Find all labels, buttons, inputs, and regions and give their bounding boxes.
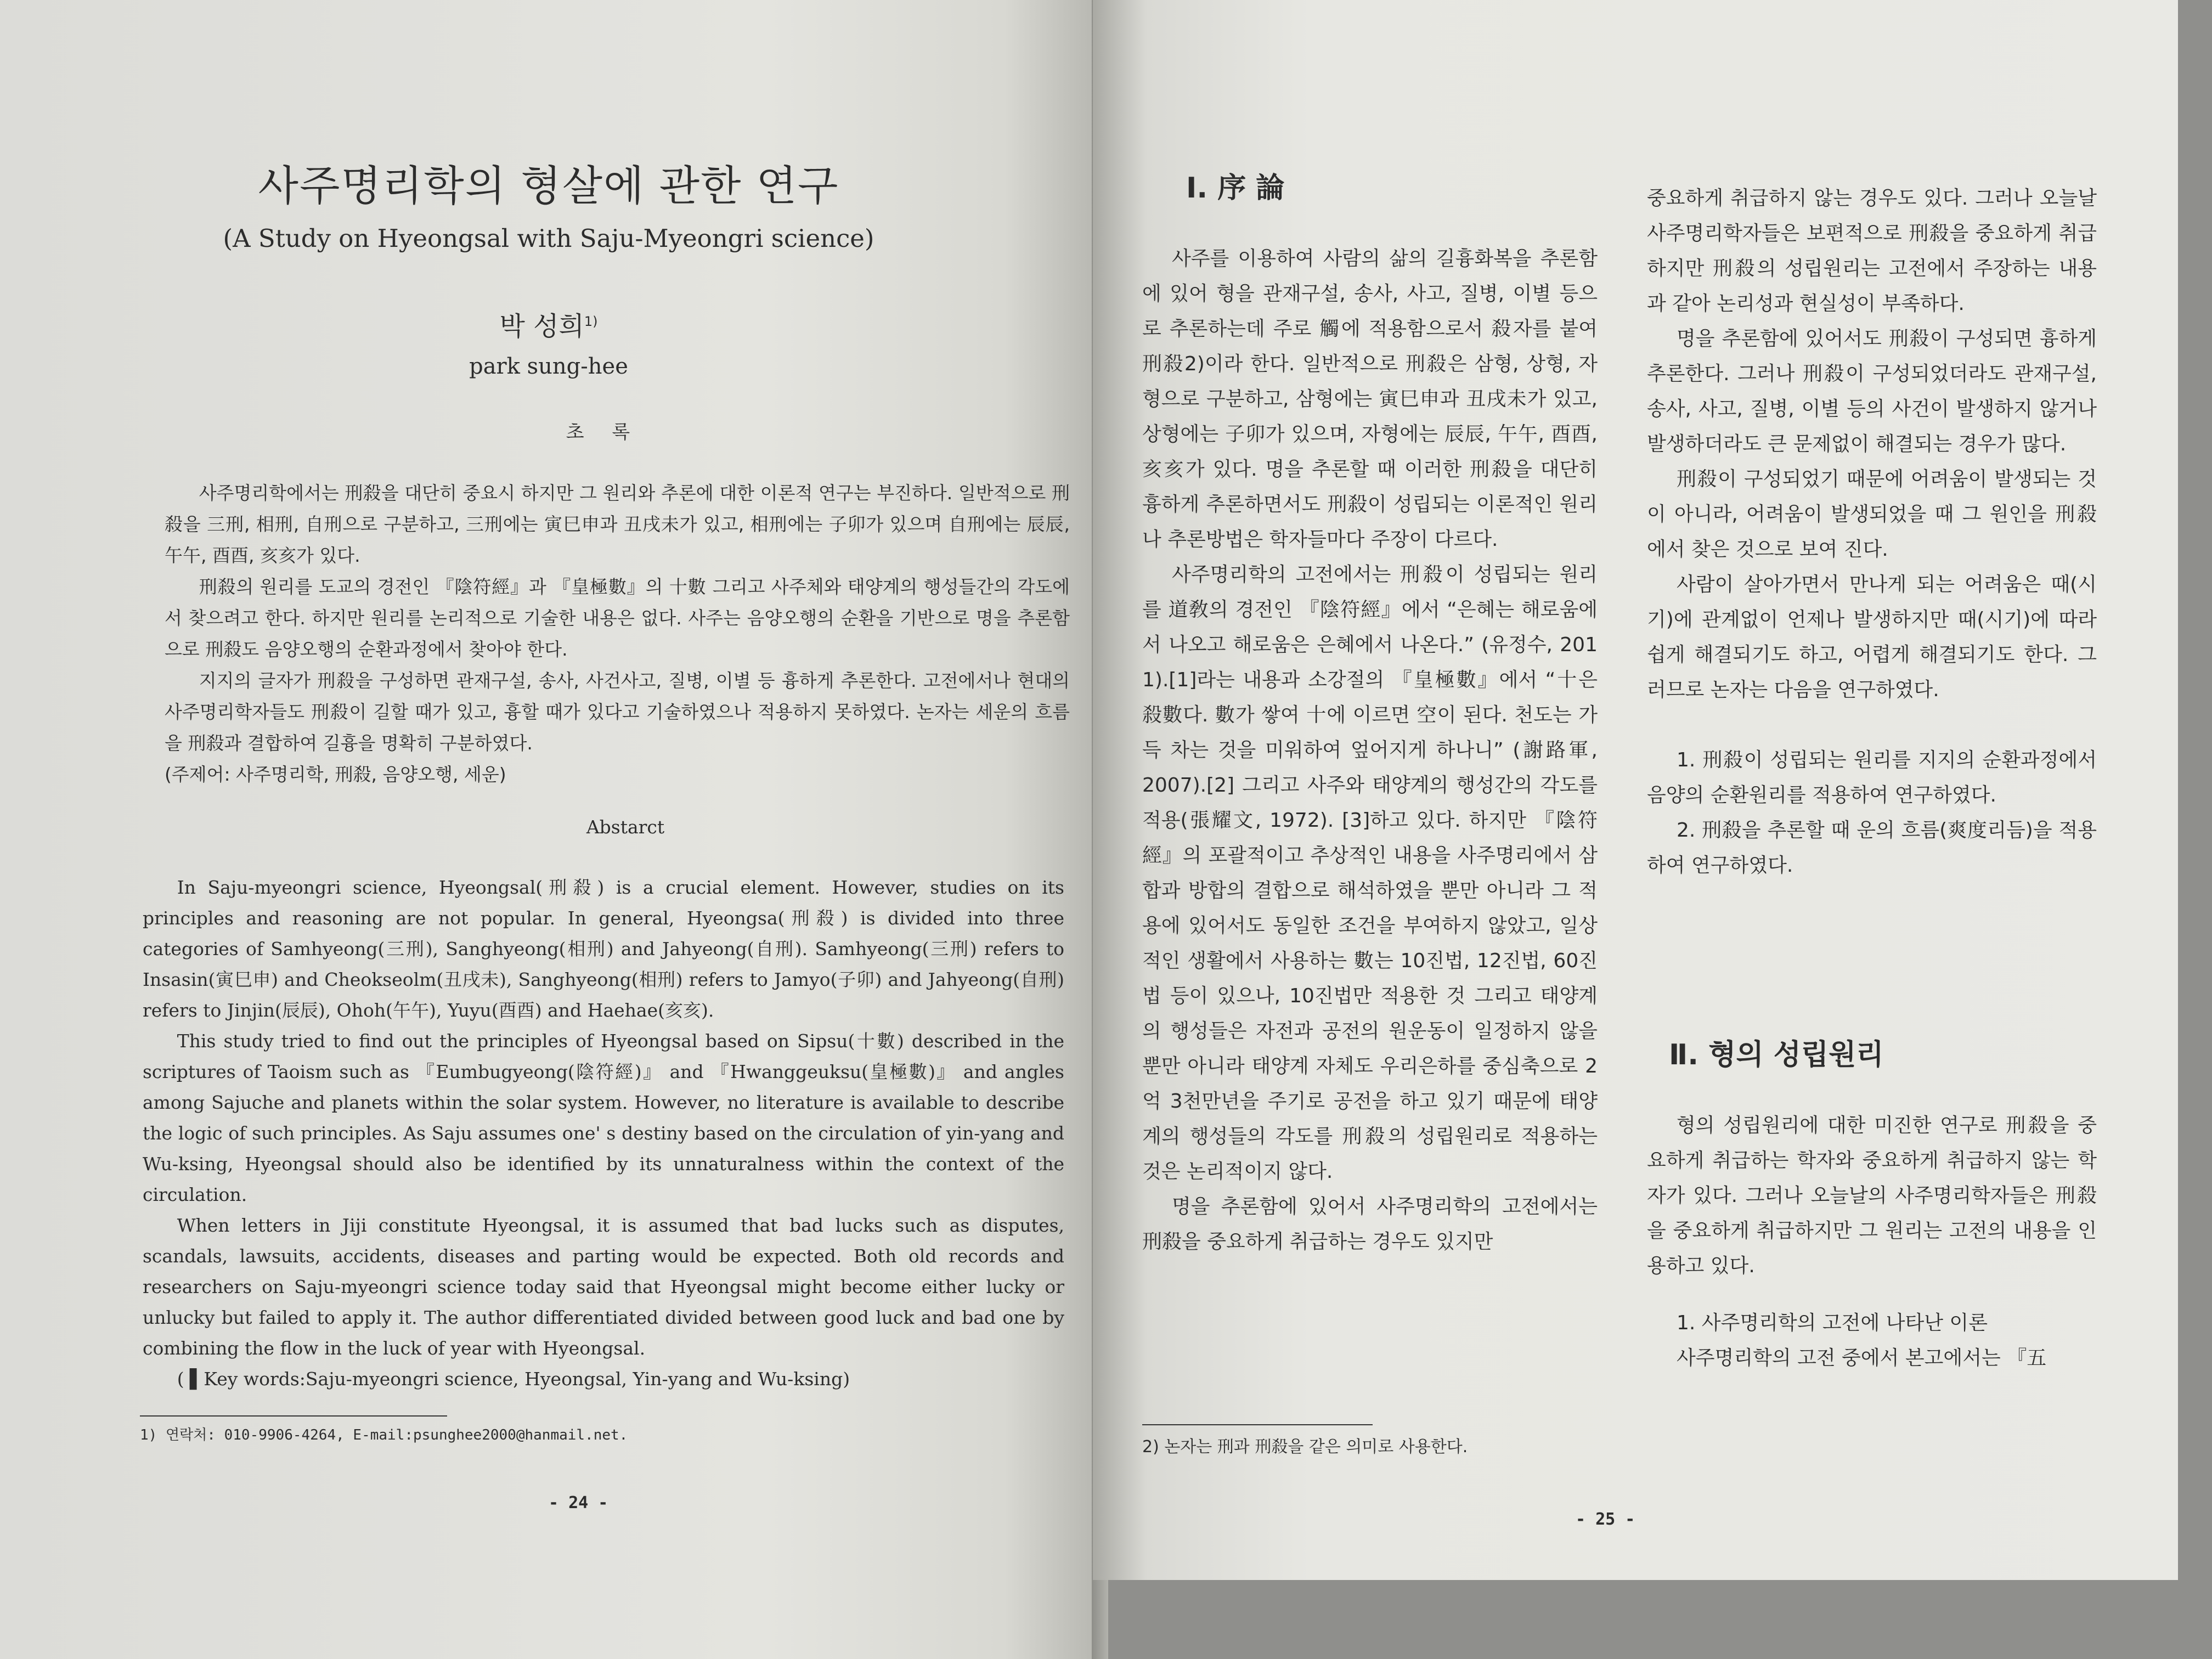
- footnote-contact: 1) 연락처: 010-9906-4264, E-mail:psunghee2000@hanmail.net.: [140, 1427, 628, 1443]
- body-paragraph: 명을 추론함에 있어서도 刑殺이 구성되면 흉하게 추론한다. 그러나 刑殺이 구성되었더라도 관재구설, 송사, 사고, 질병, 이별 등의 사건이 발생하지 않거나 발생하더라도 큰 문제없이 해결되는 경우가 많다.: [1647, 328, 2097, 455]
- body-paragraph: 사주를 이용하여 사람의 삶의 길흉화복을 추론함에 있어 형을 관재구설, 송사, 사고, 질병, 이별 등으로 추론하는데 주로 觸에 적용함으로서 殺자를 붙여 刑殺2)이라 한다. 일반적으로 刑殺은 삼형, 상형, 자형으로 구분하고, 삼형에는 寅巳申과 丑戌未가 있고, 상형에는 子卯가 있으며, 자형에는 辰辰, 午午, 酉酉, 亥亥가 있다. 명을 추론할 때 이러한 刑殺을 대단히 흉하게 추론하면서도 刑殺이 성립되는 이론적인 원리나 추론방법은 학자들마다 주장이 다르다.: [1142, 247, 1598, 551]
- list-item: 2. 刑殺을 추론할 때 운의 흐름(爽度리듬)을 적용하여 연구하였다.: [1647, 819, 2097, 877]
- author-name: [384, 305, 713, 343]
- body-paragraph: 刑殺이 구성되었기 때문에 어려움이 발생되는 것이 아니라, 어려움이 발생되었을 때 그 원인을 刑殺에서 찾은 것으로 보여 진다.: [1647, 468, 2097, 561]
- section-title-intro: Ⅰ. 序 論: [1186, 172, 1285, 205]
- column-left: [1142, 241, 1598, 1260]
- author-name-en: park sung-hee: [469, 354, 628, 379]
- section-title-principle: Ⅱ. 형의 성립원리: [1669, 1039, 1884, 1071]
- body-paragraph: 사주명리학의 고전 중에서 본고에서는 『五: [1677, 1347, 2047, 1369]
- keywords-ko: (주제어: 사주명리학, 刑殺, 음양오행, 세운): [165, 764, 506, 785]
- abstract-ko-heading: 초 록: [566, 421, 641, 443]
- right-page: [1093, 0, 2178, 1580]
- author-name-text: 박 성희: [499, 311, 584, 342]
- abstract-ko-paragraph: 刑殺의 원리를 도교의 경전인 『陰符經』과 『皇極數』의 十數 그리고 사주체와 태양계의 행성들간의 각도에서 찾으려고 한다. 하지만 원리를 논리적으로 기술한 내용은 없다. 사주는 음양오행의 순환을 기반으로 명을 추론함으로 刑殺도 음양오행의 순환과정에서 찾아야 한다.: [165, 576, 1070, 660]
- abstract-en-paragraph: When letters in Jiji constitute Hyeongsal, it is assumed that bad lucks such as disputes, scandals, lawsuits, accidents, diseases and parting would be expected. Both old records and researchers on Saju-myeongri science today said that Hyeongsal might become either lucky or unlucky but failed to apply it. The author differentiated divided between good luck and bad one by combining the flow in the luck of year with Hyeongsal.: [143, 1215, 1064, 1359]
- body-paragraph: 형의 성립원리에 대한 미진한 연구로 刑殺을 중요하게 취급하는 학자와 중요하게 취급하지 않는 학자가 있다. 그러나 오늘날의 사주명리학자들은 刑殺을 중요하게 취급하지만 그 원리는 고전의 내용을 인용하고 있다.: [1647, 1114, 2097, 1277]
- spacer: [1647, 1284, 2097, 1306]
- footnote-2: 2) 논자는 刑과 刑殺을 같은 의미로 사용한다.: [1142, 1437, 1468, 1457]
- body-paragraph: 사주명리학의 고전에서는 刑殺이 성립되는 원리를 道敎의 경전인 『陰符經』에서 “은혜는 해로움에서 나오고 해로움은 은혜에서 나온다.” (유정수, 201 1).[1]라는 내용과 소강절의 『皇極數』에서 “十은 殺數다. 數가 쌓여 十에 이르면 空이 된다. 천도는 가득 차는 것을 미워하여 엎어지게 하나니” (謝路軍, 2007).[2] 그리고 사주와 태양계의 행성간의 각도를 적용(張耀文, 1972). [3]하고 있다. 하지만 『陰符經』의 포괄적이고 추상적인 내용을 사주명리에서 삼합과 방합의 결합으로 해석하였을 뿐만 아니라 그 적용에 있어서도 동일한 조건을 부여하지 않았고, 일상적인 생활에서 사용하는 數는 10진법, 12진법, 60진법 등이 있으나, 10진법만 적용한 것 그리고 태양계의 행성들은 자전과 공전의 원운동이 일정하지 않을 뿐만 아니라 태양계 자체도 우리은하를 중심축으로 2억 3천만년을 주기로 공전을 하고 있기 때문에 태양계의 행성들의 각도를 刑殺의 성립원리로 적용하는 것은 논리적이지 않다.: [1142, 563, 1598, 1183]
- body-paragraph: 명을 추론함에 있어서 사주명리학의 고전에서는 刑殺을 중요하게 취급하는 경우도 있지만: [1142, 1195, 1598, 1253]
- list-item: 1. 刑殺이 성립되는 원리를 지지의 순환과정에서 음양의 순환원리를 적용하여 연구하였다.: [1647, 749, 2097, 806]
- abstract-ko-paragraph: 지지의 글자가 刑殺을 구성하면 관재구설, 송사, 사건사고, 질병, 이별 등 흉하게 추론한다. 고전에서나 현대의 사주명리학자들도 刑殺이 길할 때가 있고, 흉할 때가 있다고 기술하였으나 적용하지 못하였다. 논자는 세운의 흐름을 刑殺과 결합하여 길흉을 명확히 구분하였다.: [165, 670, 1070, 754]
- body-paragraph: 중요하게 취급하지 않는 경우도 있다. 그러나 오늘날 사주명리학자들은 보편적으로 刑殺을 중요하게 취급하지만 刑殺의 성립원리는 고전에서 주장하는 내용과 같아 논리성과 현실성이 부족하다.: [1647, 187, 2097, 315]
- paper-title: 사주명리학의 형살에 관한 연구: [258, 161, 839, 210]
- abstract-en-paragraph: This study tried to find out the principles of Hyeongsal based on Sipsu(十數) described in the scriptures of Taoism such as 『Eumbugyeong(陰符經)』 and 『Hwanggeuksu(皇極數)』 and angles among Sajuche and planets within the solar system. However, no literature is available to describe the logic of such principles. As Saju assumes one' s destiny based on the circulation of yin-yang and Wu-ksing, Hyeongsal should also be identified by its unnaturalness within the context of the circulation.: [143, 1030, 1064, 1205]
- abstract-ko: [165, 477, 1070, 790]
- abstract-en-heading: Abstarct: [586, 816, 665, 838]
- page-number-left: - 24 -: [549, 1493, 608, 1513]
- body-paragraph: 사람이 살아가면서 만나게 되는 어려움은 때(시기)에 관계없이 언제나 발생하지만 때(시기)에 따라 쉽게 해결되기도 하고, 어렵게 해결되기도 한다. 그러므로 논자는 다음을 연구하였다.: [1647, 573, 2097, 701]
- abstract-en-paragraph: In Saju-myeongri science, Hyeongsal(刑殺) is a crucial element. However, studies on its principles and reasoning are not popular. In general, Hyeongsa(刑殺) is divided into three categories of Samhyeong(三刑), Sanghyeong(相刑) and Jahyeong(自刑). Samhyeong(三刑) refers to Insasin(寅巳申) and Cheokseolm(丑戌未), Sanghyeong(相刑) refers to Jamyo(子卯) and Jahyeong(自刑) refers to Jinjin(辰辰), Ohoh(午午), Yuyu(酉酉) and Haehae(亥亥).: [143, 877, 1064, 1021]
- subsection-heading: 1. 사주명리학의 고전에 나타난 이론: [1677, 1312, 1988, 1334]
- spacer: [1647, 708, 2097, 743]
- left-page: [0, 0, 1092, 1659]
- abstract-ko-paragraph: 사주명리학에서는 刑殺을 대단히 중요시 하지만 그 원리와 추론에 대한 이론적 연구는 부진하다. 일반적으로 刑殺을 三刑, 相刑, 自刑으로 구분하고, 三刑에는 寅巳申과 丑戌未가 있고, 相刑에는 子卯가 있으며 自刑에는 辰辰, 午午, 酉酉, 亥亥가 있다.: [165, 482, 1070, 566]
- abstract-en: [143, 872, 1064, 1395]
- column-right-lower: [1647, 1108, 2097, 1376]
- footnote-rule: [140, 1415, 447, 1417]
- author-footnote-mark: 1): [584, 314, 598, 329]
- paper-subtitle: (A Study on Hyeongsal with Saju-Myeongri science): [223, 224, 874, 253]
- footnote-rule: [1142, 1424, 1373, 1425]
- keywords-en: ( ▌Key words:Saju-myeongri science, Hyeongsal, Yin-yang and Wu-ksing): [177, 1368, 850, 1390]
- page-number-right: - 25 -: [1576, 1510, 1635, 1529]
- column-right: [1647, 181, 2097, 883]
